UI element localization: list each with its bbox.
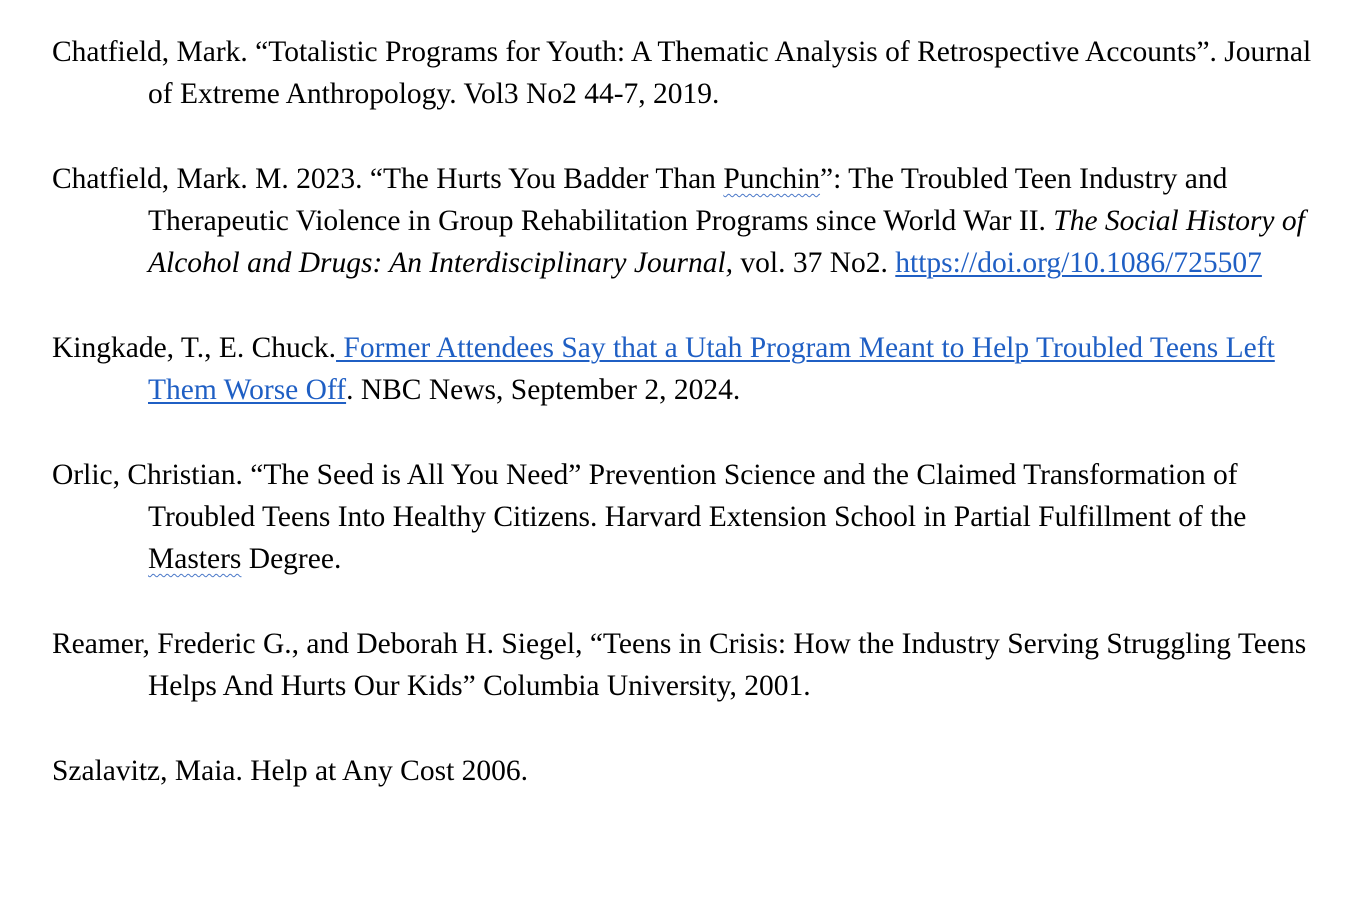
reference-text: ”: The Troubled Teen Industry and Therapeutic Violence in Group Rehabilitation Programs since World War II. [148,163,1228,237]
reference-entry [52,623,1332,707]
journal-title: The Social History of Alcohol and Drugs: An Interdisciplinary Journal, [148,205,1305,279]
reference-text: Chatfield, Mark. M. 2023. “The Hurts You Badder Than [52,163,724,195]
reference-entry [52,750,1332,792]
spellcheck-flagged-word[interactable]: Punchin [723,163,821,195]
reference-text: Orlic, Christian. “The Seed is All You Need” Prevention Science and the Claimed Transformation of Troubled Teens Into Healthy Citizens. Harvard Extension School in Partial Fulfillment of the [52,459,1247,533]
reference-text: Szalavitz, Maia. Help at Any Cost 2006. [52,755,529,787]
reference-text: Reamer, Frederic G., and Deborah H. Siegel, “Teens in Crisis: How the Industry Serving Struggling Teens Helps And Hurts Our Kids” Columbia University, 2001. [52,628,1307,702]
reference-entry [52,327,1332,411]
article-link[interactable]: Former Attendees Say that a Utah Program Meant to Help Troubled Teens Left Them Worse Off [148,332,1275,406]
reference-text: Chatfield, Mark. “Totalistic Programs for Youth: A Thematic Analysis of Retrospective Accounts”. Journal of Extreme Anthropology. Vol3 No2 44-7, 2019. [52,36,1312,110]
reference-text: vol. 37 No2. [733,247,896,279]
reference-entry [52,31,1332,115]
reference-text: . NBC News, September 2, 2024. [346,374,741,406]
doi-link[interactable]: https://doi.org/10.1086/725507 [895,247,1262,279]
reference-text: Degree. [241,543,342,575]
document-page [52,31,1332,792]
reference-text: Kingkade, T., E. Chuck. [52,332,337,364]
spellcheck-flagged-word[interactable]: Masters [148,543,242,575]
reference-entry [52,158,1332,284]
reference-entry [52,454,1332,580]
